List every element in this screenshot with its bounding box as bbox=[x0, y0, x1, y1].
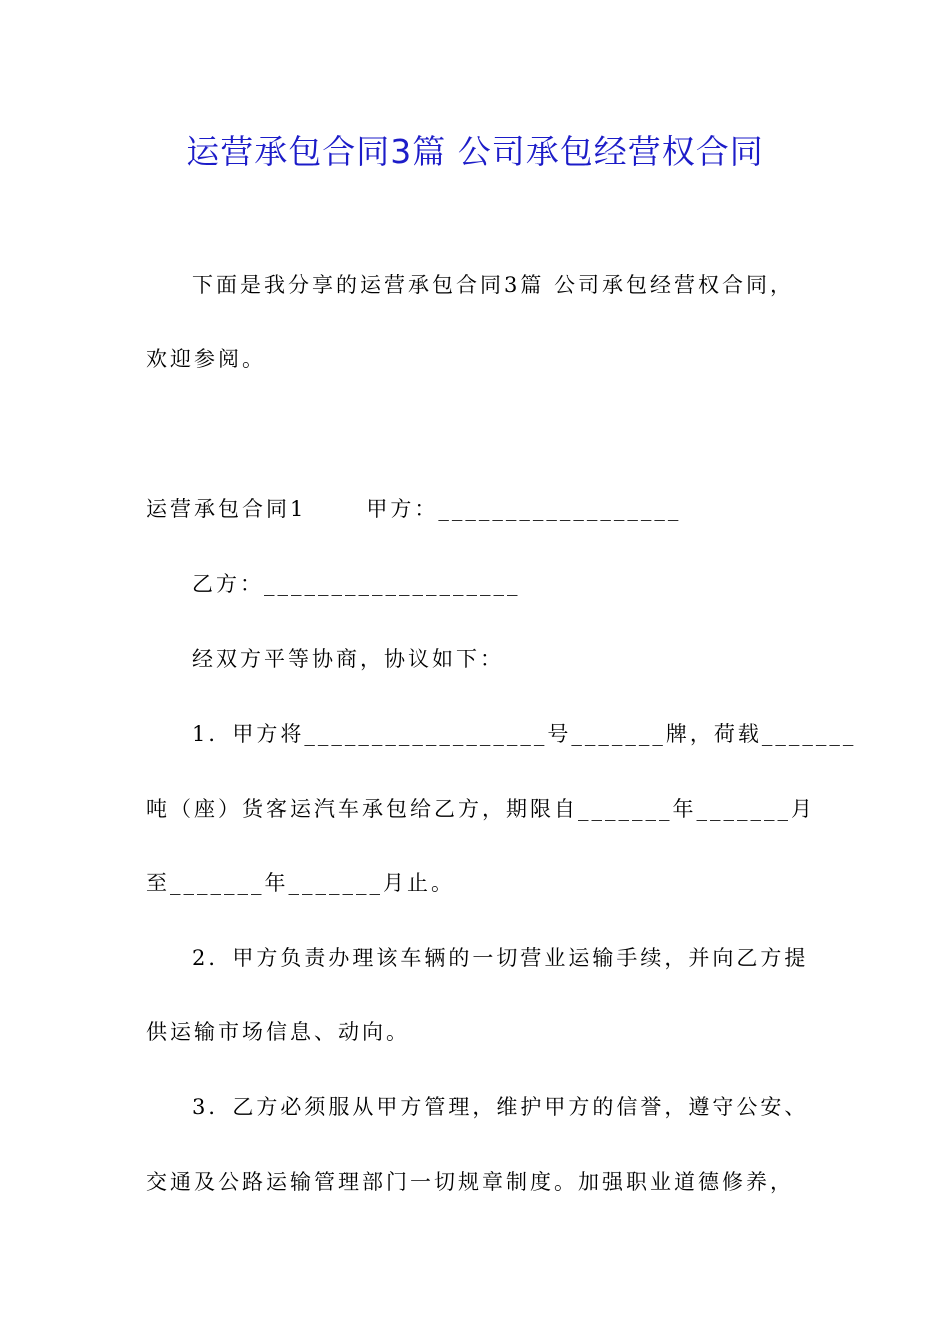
intro-line-2: 欢迎参阅。 bbox=[146, 347, 266, 371]
intro-line-1: 下面是我分享的运营承包合同3篇 公司承包经营权合同， bbox=[192, 273, 795, 297]
clause-1-line-2: 吨（座）货客运汽车承包给乙方，期限自_______年_______月 bbox=[146, 797, 815, 821]
party-b-field: 乙方：___________________ bbox=[192, 572, 521, 596]
document-title: 运营承包合同3篇 公司承包经营权合同 bbox=[186, 132, 764, 171]
clause-1-line-3: 至_______年_______月止。 bbox=[146, 871, 455, 895]
clause-2-line-2: 供运输市场信息、动向。 bbox=[146, 1020, 410, 1044]
clause-3-line-1: 3．乙方必须服从甲方管理，维护甲方的信誉，遵守公安、 bbox=[192, 1095, 809, 1119]
clause-1-line-1: 1．甲方将__________________号_______牌，荷载_______ bbox=[192, 722, 857, 746]
clause-2-line-1: 2．甲方负责办理该车辆的一切营业运输手续，并向乙方提 bbox=[192, 946, 809, 970]
contract-header-line bbox=[146, 494, 681, 524]
party-a-field: 甲方：__________________ bbox=[366, 497, 682, 521]
section-heading: 运营承包合同1 bbox=[146, 497, 307, 521]
agreement-intro: 经双方平等协商，协议如下： bbox=[192, 647, 504, 671]
clause-3-line-2: 交通及公路运输管理部门一切规章制度。加强职业道德修养， bbox=[146, 1170, 794, 1194]
